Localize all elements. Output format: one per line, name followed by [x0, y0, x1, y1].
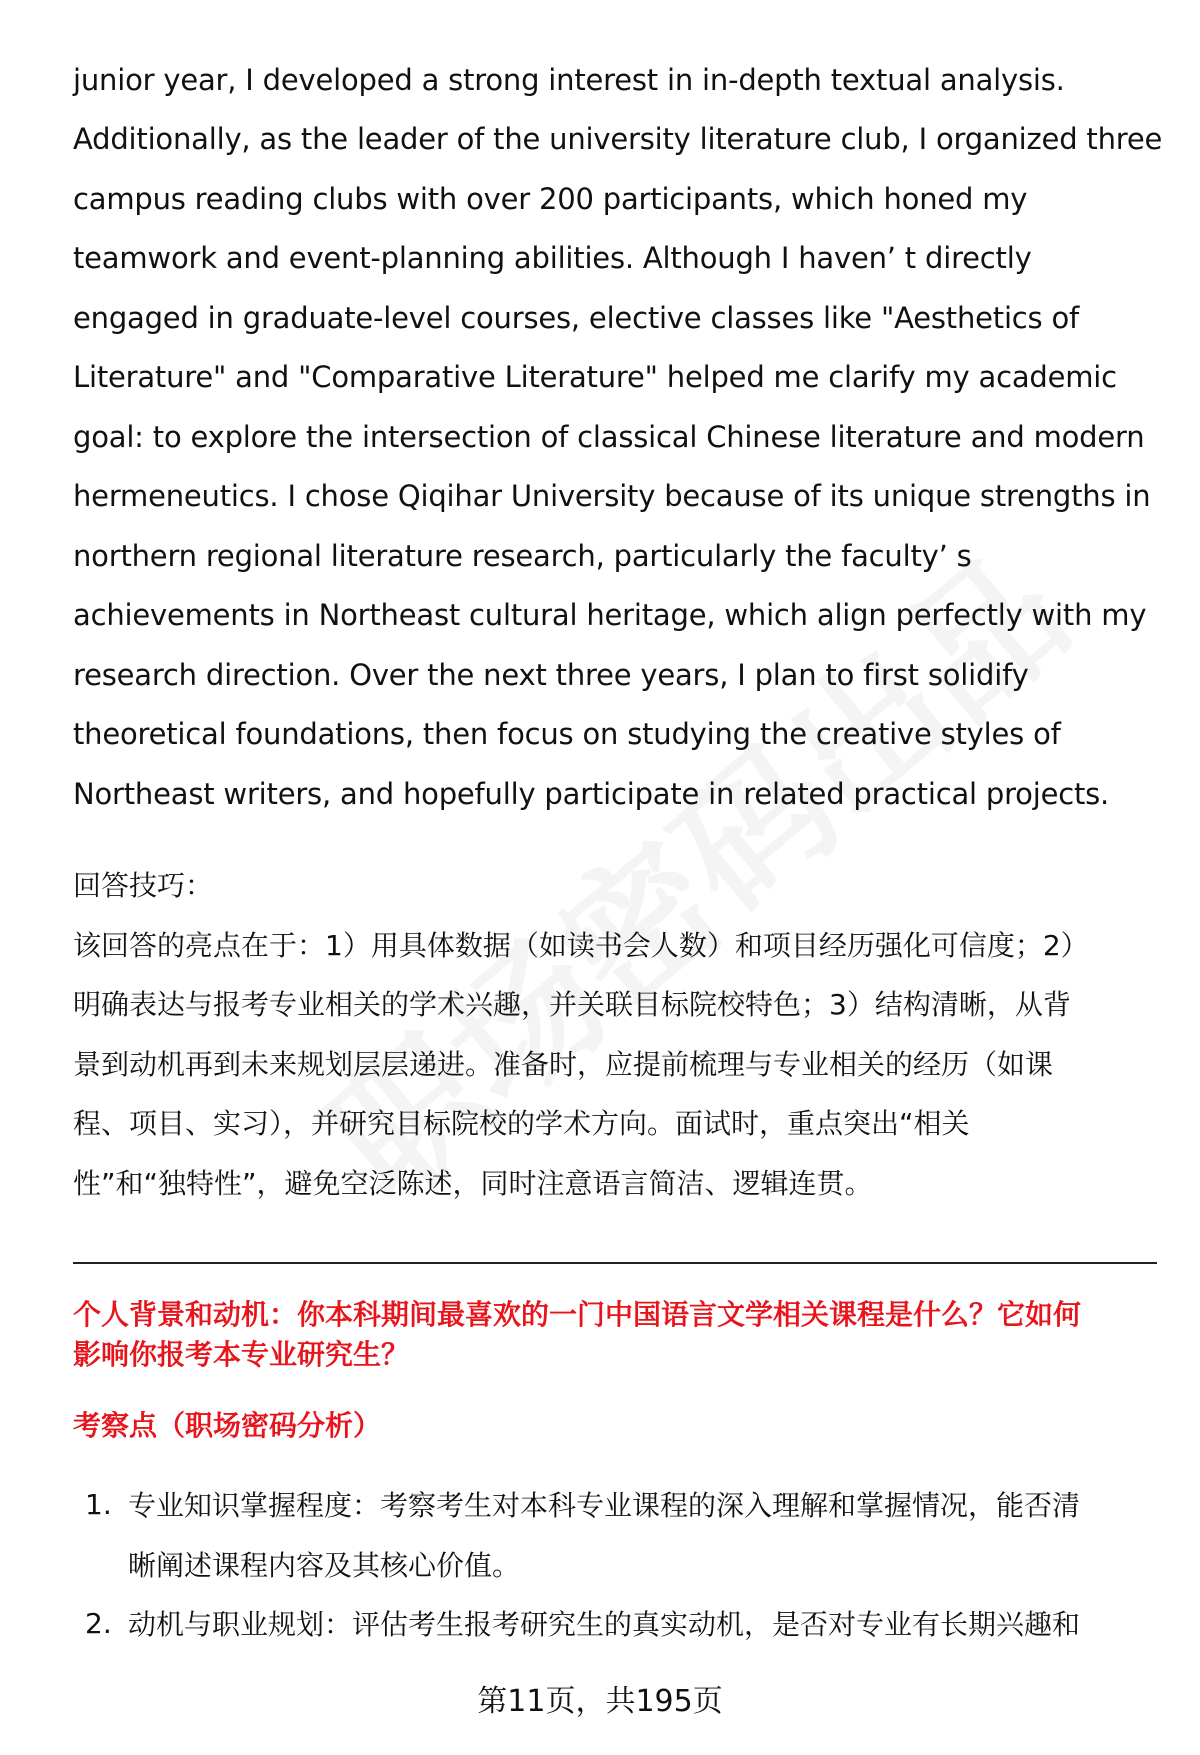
list-line: 晰阐述课程内容及其核心价值。	[128, 1549, 521, 1582]
list-number: 1.	[85, 1488, 112, 1521]
question-line: 影响你报考本专业研究生？	[73, 1338, 410, 1371]
answer-line: Northeast writers, and hopefully participate in related practical projects.	[73, 777, 1110, 811]
answer-line: goal: to explore the intersection of classical Chinese literature and modern	[73, 420, 1145, 454]
tips-line: 性”和“独特性”，避免空泛陈述，同时注意语言简洁、逻辑连贯。	[73, 1167, 873, 1200]
list-line: 专业知识掌握程度：考察考生对本科专业课程的深入理解和掌握情况，能否清	[128, 1489, 1081, 1522]
answer-line: achievements in Northeast cultural heritage, which align perfectly with my	[73, 598, 1147, 632]
answer-line: campus reading clubs with over 200 participants, which honed my	[73, 182, 1028, 216]
answer-line: Additionally, as the leader of the university literature club, I organized three	[73, 122, 1163, 156]
answer-line: hermeneutics. I chose Qiqihar University because of its unique strengths in	[73, 479, 1151, 513]
question-line: 个人背景和动机：你本科期间最喜欢的一门中国语言文学相关课程是什么？它如何	[73, 1298, 1082, 1331]
section-divider	[73, 1262, 1157, 1264]
tips-line: 明确表达与报考专业相关的学术兴趣，并关联目标院校特色；3）结构清晰，从背	[73, 988, 1071, 1021]
answer-line: Literature" and "Comparative Literature" helped me clarify my academic	[73, 360, 1117, 394]
tips-label: 回答技巧：	[73, 869, 214, 902]
answer-line: theoretical foundations, then focus on studying the creative styles of	[73, 717, 1061, 751]
answer-line: engaged in graduate-level courses, elective classes like "Aesthetics of	[73, 301, 1080, 335]
tips-line: 该回答的亮点在于：1）用具体数据（如读书会人数）和项目经历强化可信度；2）	[73, 929, 1089, 962]
answer-line: research direction. Over the next three years, I plan to first solidify	[73, 658, 1029, 692]
answer-line: northern regional literature research, particularly the faculty’ s	[73, 539, 972, 573]
section-title: 考察点（职场密码分析）	[73, 1409, 382, 1442]
answer-line: junior year, I developed a strong interest in in-depth textual analysis.	[73, 63, 1065, 97]
answer-line: teamwork and event-planning abilities. Although I haven’ t directly	[73, 241, 1032, 275]
tips-line: 程、项目、实习），并研究目标院校的学术方向。面试时，重点突出“相关	[73, 1107, 970, 1140]
list-line: 动机与职业规划：评估考生报考研究生的真实动机，是否对专业有长期兴趣和	[128, 1608, 1081, 1641]
list-number: 2.	[85, 1607, 112, 1640]
page-number: 第11页，共195页	[477, 1684, 723, 1719]
tips-line: 景到动机再到未来规划层层递进。准备时，应提前梳理与专业相关的经历（如课	[73, 1048, 1054, 1081]
